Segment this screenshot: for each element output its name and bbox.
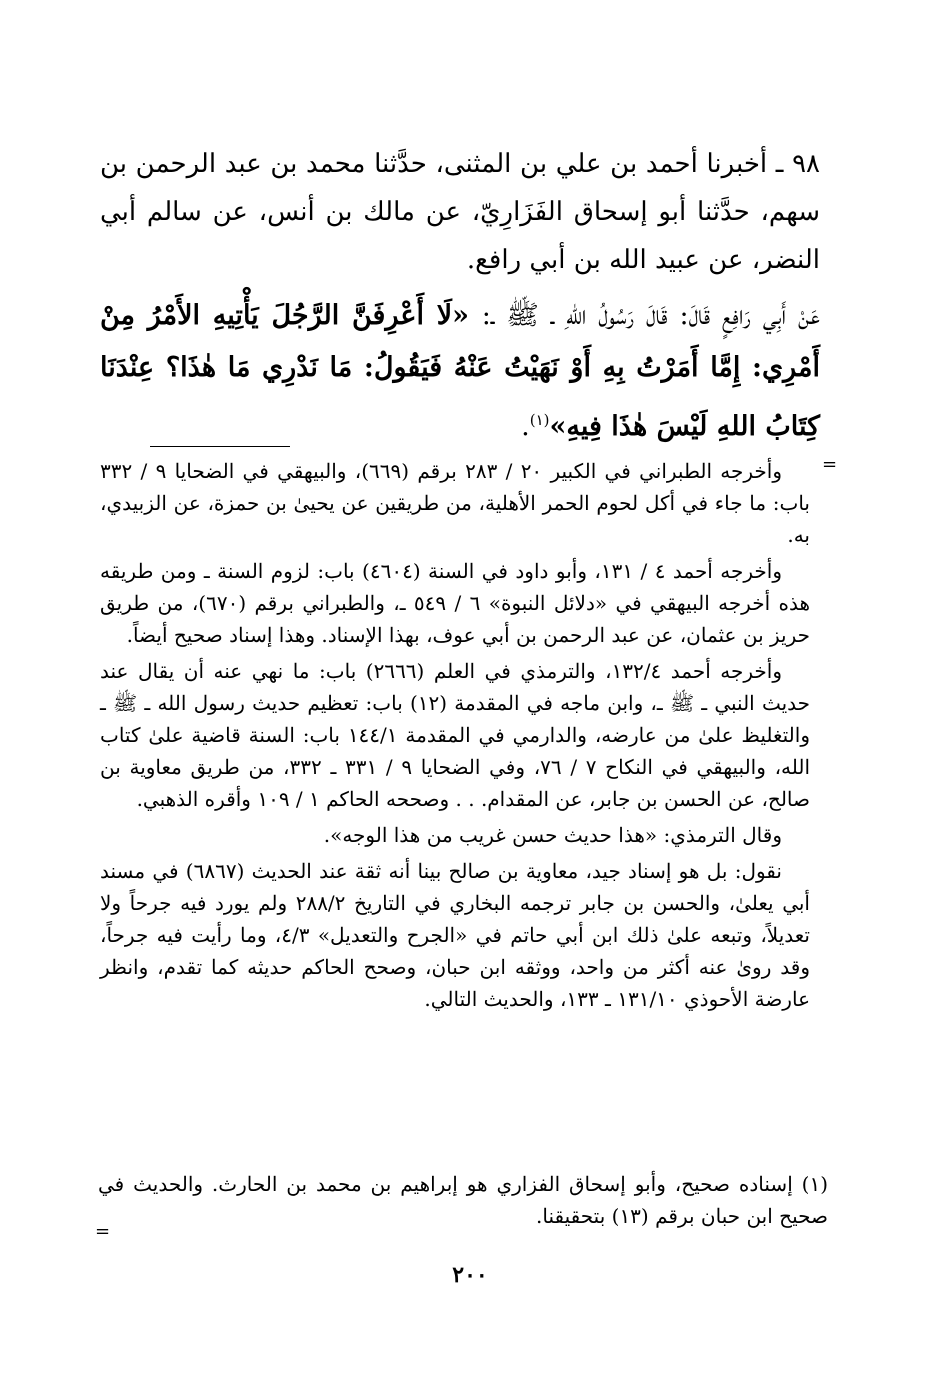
footnote-text: (١) إسناده صحيح، وأبو إسحاق الفزاري هو إبراهيم بن محمد بن الحارث. والحديث في صحيح ابن حبان برقم (١٣) بتحقيقنا. (98, 1172, 828, 1228)
note-paragraph-3: وأخرجه أحمد ١٣٢/٤، والترمذي في العلم (٢٦٦٦) باب: ما نهي عنه أن يقال عند حديث النبي ـ ﷺ ـ، وابن ماجه في المقدمة (١٢) باب: تعظيم حديث رسول الله ـ ﷺ ـ والتغليظ علىٰ من عارضه، والدارمي في المقدمة ١٤٤/١ باب: السنة قاضية علىٰ كتاب الله، والبيهقي في النكاح ٧ / ٧٦، وفي الضحايا ٩ / ٣٣١ ـ ٣٣٢، من طريق معاوية بن صالح، عن الحسن بن جابر، عن المقدام. . . وصححه الحاكم ١ / ١٠٩ وأقره الذهبي. (100, 659, 811, 811)
note-paragraph-2: وأخرجه أحمد ٤ / ١٣١، وأبو داود في السنة (٤٦٠٤) باب: لزوم السنة ـ ومن طريقه هذه أخرجه البيهقي في «دلائل النبوة» ٦ / ٥٤٩ ـ، والطبراني برقم (٦٧٠)، من طريق حريز بن عثمان، عن عبد الرحمن بن أبي عوف، بهذا الإسناد. وهذا إسناد صحيح أيضاً. (100, 559, 811, 647)
isnad-paragraph: ٩٨ ـ أخبرنا أحمد بن علي بن المثنى، حدَّثنا محمد بن عبد الرحمن بن سهم، حدَّثنا أبو إسحاق الفَزَارِيّ، عن مالك بن أنس، عن سالم أبي النضر، عن عبيد الله بن أبي رافع. (100, 149, 820, 275)
footnote-1 (98, 1168, 828, 1232)
footnote-divider (150, 446, 290, 447)
hadith-matn (100, 290, 820, 453)
footnote-reference: (١) (529, 411, 550, 429)
matn-paragraph (100, 290, 820, 453)
note-paragraph-5: نقول: بل هو إسناد جيد، معاوية بن صالح بينا أنه ثقة عند الحديث (٦٨٦٧) في مسند أبي يعلىٰ، والحسن بن جابر ترجمه البخاري في التاريخ ٢٨٨/٢ ولم يورد فيه جرحاً ولا تعديلاً، وتبعه علىٰ ذلك ابن أبي حاتم في «الجرح والتعديل» ٤/٣، وما رأيت فيه جرحاً، وقد روىٰ عنه أكثر من واحد، ووثقه ابن حبان، وصحح الحاكم حديثه كما تقدم، وانظر عارضة الأحوذي ١٣١/١٠ ـ ١٣٣، والحديث التالي. (100, 859, 810, 1011)
matn-intro: عَنْ أَبِي رَافِعٍ قَالَ: قَالَ رَسُولُ اللهِ ـ ﷺ ـ: (481, 300, 820, 331)
note-paragraph-4: وقال الترمذي: «هذا حديث حسن غريب من هذا الوجه». (323, 823, 782, 847)
matn-text: «لَا أَعْرِفَنَّ الرَّجُلَ يَأْتِيهِ الأَمْرُ مِنْ أَمْرِي: إِمَّا أَمَرْتُ بِهِ أَوْ نَهَيْتُ عَنْهُ فَيَقُولُ: مَا نَدْرِي مَا هٰذَا؟ عِنْدَنَا كِتَابُ اللهِ لَيْسَ هٰذَا فِيهِ» (100, 300, 820, 442)
page-number: ٢٠٠ (452, 1262, 488, 1288)
continuation-marker-bottom: = (95, 1221, 111, 1242)
hadith-isnad (100, 140, 820, 284)
matn-end: . (521, 411, 530, 442)
takhrij-notes (100, 455, 810, 1019)
note-paragraph-1: وأخرجه الطبراني في الكبير ٢٠ / ٢٨٣ برقم (٦٦٩)، والبيهقي في الضحايا ٩ / ٣٣٢ باب: ما جاء في أكل لحوم الحمر الأهلية، من طريقين عن يحيىٰ بن حمزة، عن الزبيدي، به. (100, 459, 810, 547)
continuation-marker-top: = (822, 454, 838, 475)
